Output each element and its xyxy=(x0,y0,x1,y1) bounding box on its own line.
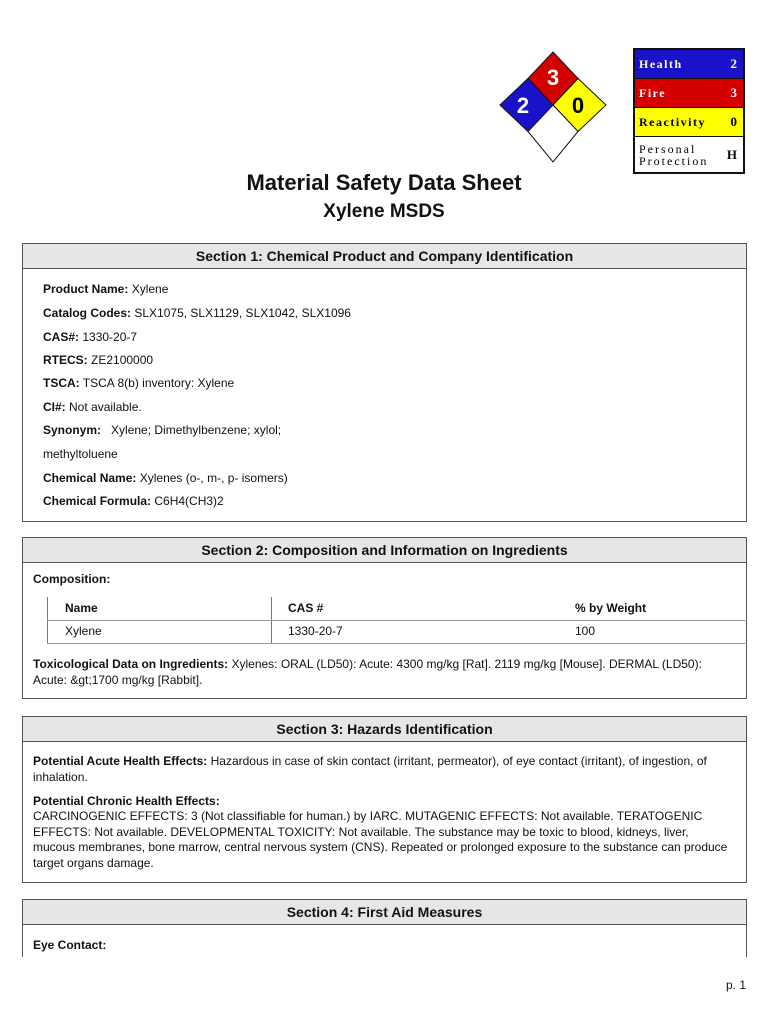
field-rtecs: RTECS: ZE2100000 xyxy=(43,353,154,367)
composition-label: Composition: xyxy=(33,572,111,586)
field-product-name: Product Name: Xylene xyxy=(43,282,169,296)
cell-cas: 1330-20-7 xyxy=(288,624,343,638)
chronic-health-effects-text: CARCINOGENIC EFFECTS: 3 (Not classifiable for human.) by IARC. MUTAGENIC EFFECTS: Not available. TERATOGENIC EFFECTS: Not available. DEVELOPMENTAL TOXICITY: Not available. The substance may be toxic to blood, kidneys, liver, mucous membranes, bone marrow, central nervous system (CNS). Repeated or prolonged exposure to the substance can produce target organs damage. xyxy=(33,809,728,870)
eye-contact-label: Eye Contact: xyxy=(33,938,107,952)
hmis-health-value: 2 xyxy=(730,56,737,71)
section-1 xyxy=(22,243,747,522)
page-number: p. 1 xyxy=(725,978,746,992)
composition-table xyxy=(47,597,747,643)
nfpa-diamond xyxy=(498,50,608,164)
section-2 xyxy=(22,537,747,699)
section-4-heading: Section 4: First Aid Measures xyxy=(23,900,746,925)
section-1-heading: Section 1: Chemical Product and Company Identification xyxy=(23,244,746,269)
field-cas: CAS#: 1330-20-7 xyxy=(43,330,138,344)
field-ci: CI#: Not available. xyxy=(43,400,142,414)
hmis-health-row xyxy=(635,50,743,79)
field-synonym-cont: methyltoluene xyxy=(43,447,118,461)
chronic-health-effects-label: Potential Chronic Health Effects: xyxy=(33,794,220,808)
hmis-reactivity-row xyxy=(635,108,743,137)
field-chemical-name: Chemical Name: Xylenes (o-, m-, p- isomers) xyxy=(43,471,288,485)
document-title: Material Safety Data Sheet xyxy=(246,170,522,195)
hmis-protection-label: Personal Protection xyxy=(639,141,709,168)
hmis-fire-row xyxy=(635,79,743,108)
cell-weight: 100 xyxy=(575,624,596,638)
hmis-protection-row xyxy=(635,137,743,172)
hmis-reactivity-label: Reactivity xyxy=(639,114,706,129)
nfpa-fire-value: 3 xyxy=(546,65,560,90)
section-3 xyxy=(22,716,747,883)
table-row xyxy=(47,620,747,643)
acute-health-effects: Potential Acute Health Effects: Hazardous in case of skin contact (irritant, permeator), of eye contact (irritant), of ingestion, of inhalation. xyxy=(33,754,707,784)
hmis-protection-value: H xyxy=(726,146,737,162)
hmis-fire-label: Fire xyxy=(639,85,667,100)
table-header-row xyxy=(47,597,747,620)
section-4 xyxy=(22,899,747,957)
col-header-weight: % by Weight xyxy=(575,601,647,615)
document-subtitle: Xylene MSDS xyxy=(323,201,445,222)
cell-name: Xylene xyxy=(65,624,102,638)
nfpa-reactivity-value: 0 xyxy=(571,93,585,118)
hmis-health-label: Health xyxy=(639,56,683,71)
hmis-fire-value: 3 xyxy=(730,85,737,100)
hmis-label xyxy=(633,48,745,174)
col-header-name: Name xyxy=(65,601,98,615)
hmis-reactivity-value: 0 xyxy=(730,114,737,129)
nfpa-health-value: 2 xyxy=(516,93,530,118)
field-catalog-codes: Catalog Codes: SLX1075, SLX1129, SLX1042, SLX1096 xyxy=(43,306,351,320)
section-2-heading: Section 2: Composition and Information on Ingredients xyxy=(23,538,746,563)
field-synonym: Synonym: Xylene; Dimethylbenzene; xylol; xyxy=(43,423,282,437)
toxicological-data: Toxicological Data on Ingredients: Xylenes: ORAL (LD50): Acute: 4300 mg/kg [Rat]. 2119 mg/kg [Mouse]. DERMAL (LD50): Acute: &gt;1700 mg/kg [Rabbit]. xyxy=(33,657,702,687)
field-chemical-formula: Chemical Formula: C6H4(CH3)2 xyxy=(43,494,224,508)
section-3-heading: Section 3: Hazards Identification xyxy=(23,717,746,742)
col-header-cas: CAS # xyxy=(288,601,324,615)
field-tsca: TSCA: TSCA 8(b) inventory: Xylene xyxy=(43,376,235,390)
